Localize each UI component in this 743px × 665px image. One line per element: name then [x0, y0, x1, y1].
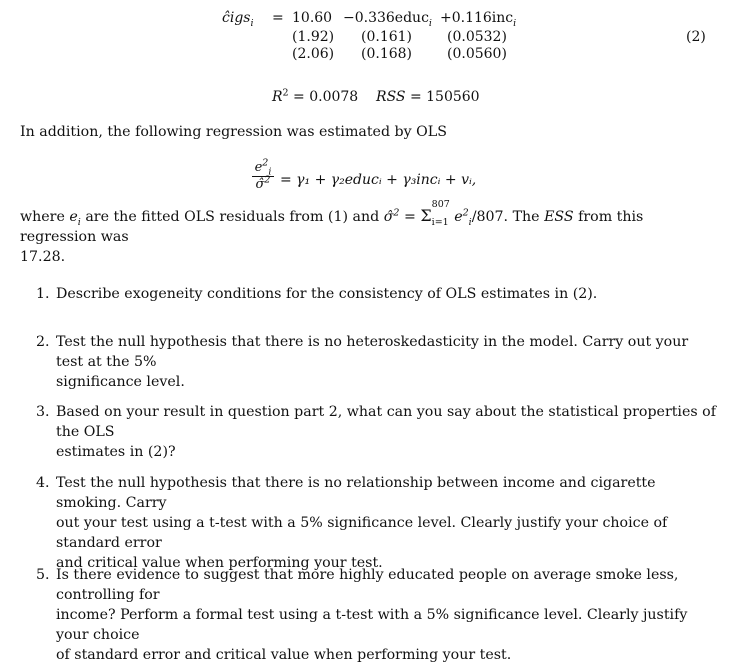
intercept-estimate: 10.60: [292, 10, 333, 26]
educ-estimate: −0.336educ$_i$: [343, 10, 432, 29]
equation-lhs: ĉigs$_i$: [222, 10, 254, 29]
equation-equals: =: [272, 10, 284, 26]
intro-text: In addition, the following regression was estimated by OLS: [20, 124, 447, 140]
fit-statistics: $R^2 = 0.0078$ RSS = 150560: [272, 87, 480, 105]
equation-label: (2): [686, 29, 706, 45]
inc-se-2: (0.0560): [447, 46, 507, 62]
inc-estimate: +0.116inc$_i$: [440, 10, 517, 29]
inc-se-1: (0.0532): [447, 29, 507, 45]
educ-se-2: (0.168): [361, 46, 413, 62]
educ-se-1: (0.161): [361, 29, 413, 45]
summation-symbol: Σ: [420, 206, 432, 225]
auxiliary-rhs: = γ₁ + γ₂educᵢ + γ₃incᵢ + vᵢ,: [280, 172, 477, 188]
intercept-se-2: (2.06): [292, 46, 335, 62]
where-text: where $e_i$ are the fitted OLS residuals from (1) and σ̂$^2$ = Σ 807 i=1 $e^2_i/807$. The ESS from this regression was 17.28.: [20, 199, 644, 265]
intercept-se-1: (1.92): [292, 29, 335, 45]
residual-ratio: $e^2_i$ σ̂$^2$: [252, 161, 274, 192]
